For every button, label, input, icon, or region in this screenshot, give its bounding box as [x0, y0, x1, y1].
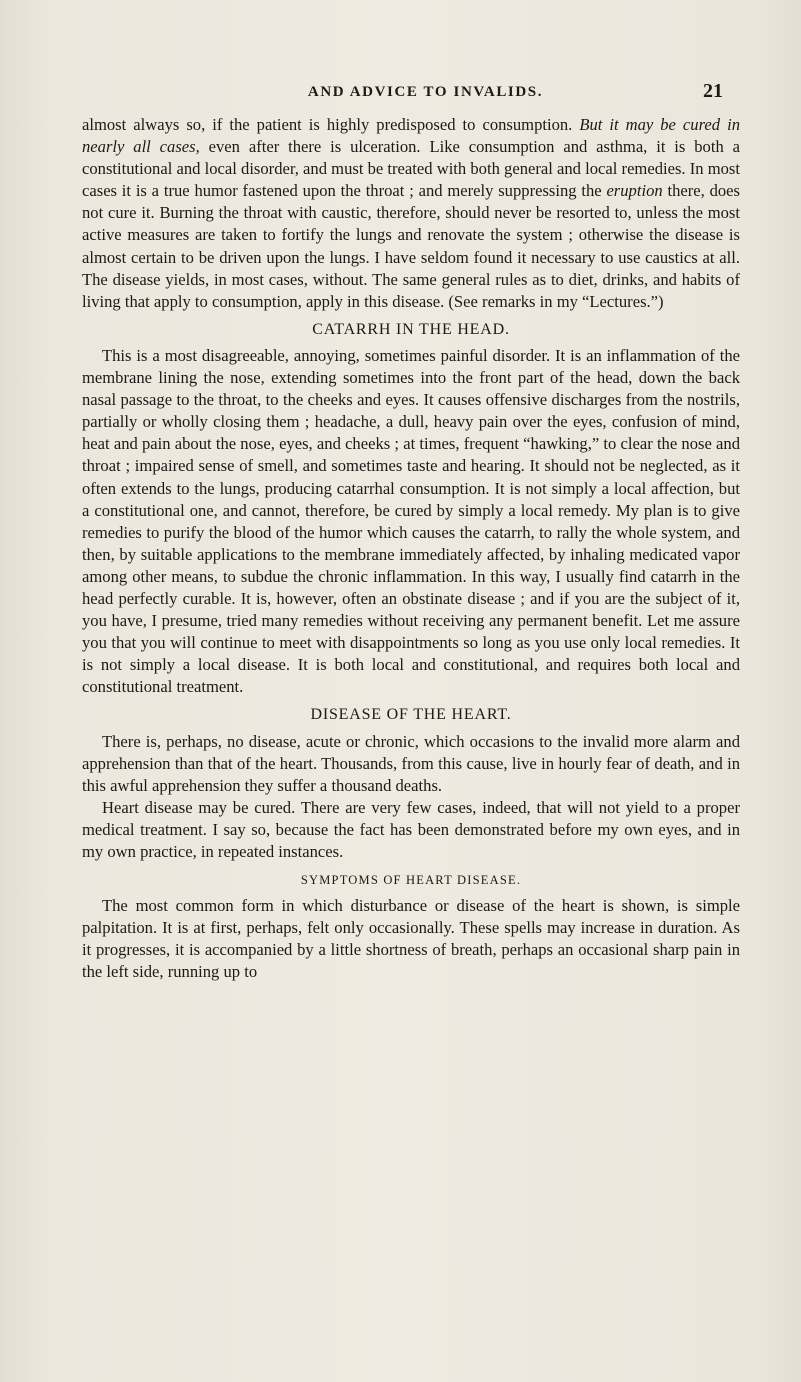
intro-italic-phrase: But it may be cured in nearly all cases, [82, 115, 740, 157]
page-body [82, 114, 740, 984]
symptoms-heading: SYMPTOMS OF HEART DISEASE. [300, 873, 522, 888]
intro-text-part2: even after there is ulceration. Like consumption and asthma, it is both a constitutional and local disorder, and must be treated with both general and local remedies. In most cases it is a true humor fastened upon the throat ; and merely suppressing the [82, 137, 740, 201]
heart-paragraph-2: Heart disease may be cured. There are very few cases, indeed, that will not yield to a proper medical treatment. I say so, because the fact has been demonstrated before my own eyes, and in my own practice, in repeated instances. [82, 797, 740, 861]
heart-heading: DISEASE OF THE HEART. [310, 706, 512, 724]
running-header [70, 80, 741, 108]
symptoms-paragraph: The most common form in which disturbance or disease of the heart is shown, is simple palpitation. It is at first, perhaps, felt only occasionally. These spells may increase in duration. As it progresses, it is accompanied by a little shortness of breath, perhaps an occasional sharp pain in the left side, running up to [82, 896, 740, 982]
heart-paragraph-1: There is, perhaps, no disease, acute or chronic, which occasions to the invalid more alarm and apprehension than that of the heart. Thousands, from this cause, live in hourly fear of death, and in this awful apprehension they suffer a thousand deaths. [82, 731, 740, 795]
running-title: AND ADVICE TO INVALIDS. [307, 84, 544, 100]
intro-paragraph [82, 114, 740, 313]
intro-italic-word: eruption [606, 181, 663, 201]
catarrh-paragraph: This is a most disagreeable, annoying, sometimes painful disorder. It is an inflammation of the membrane lining the nose, extending sometimes into the front part of the head, down the back nasal passage to the throat, to the cheeks and eyes. It causes offensive discharges from the nostrils, partially or wholly closing them ; headache, a dull, heavy pain over the eyes, confusion of mind, heat and pain about the nose, eyes, and cheeks ; at times, frequent “hawking,” to clear the nose and throat ; impaired sense of smell, and sometimes taste and hearing. It should not be neglected, as it often extends to the lungs, producing catarrhal consumption. It is not simply a local affection, but a constitutional one, and cannot, therefore, be cured by simply a local remedy. My plan is to give remedies to purify the blood of the humor which causes the catarrh, to rally the whole system, and then, by suitable applications to the membrane immediately affected, by inhaling medicated vapor among other means, to subdue the chronic inflammation. In this way, I usually find catarrh in the head perfectly curable. It is, however, often an obstinate disease ; and if you are the subject of it, you have, I presume, tried many remedies without receiving any permanent benefit. Let me assure you that you will continue to meet with disappointments so long as you use only local remedies. It is not simply a local disease. It is both local and constitutional, and requires both local and constitutional treatment. [82, 345, 740, 697]
intro-text-part3: there, does not cure it. Burning the throat with caustic, therefore, should never be resorted to, unless the most active measures are taken to fortify the lungs and renovate the system ; otherwise the disease is almost certain to be driven upon the lungs. I have seldom found it necessary to use caustics at all. The disease yields, in most cases, without. The same general rules as to diet, drinks, and habits of living that apply to consumption, apply in this disease. (See remarks in my “Lectures.”) [82, 181, 740, 311]
intro-text-part1: almost always so, if the patient is highly predisposed to consumption. [82, 115, 580, 134]
page-number: 21 [703, 80, 723, 102]
catarrh-heading: CATARRH IN THE HEAD. [312, 320, 510, 338]
